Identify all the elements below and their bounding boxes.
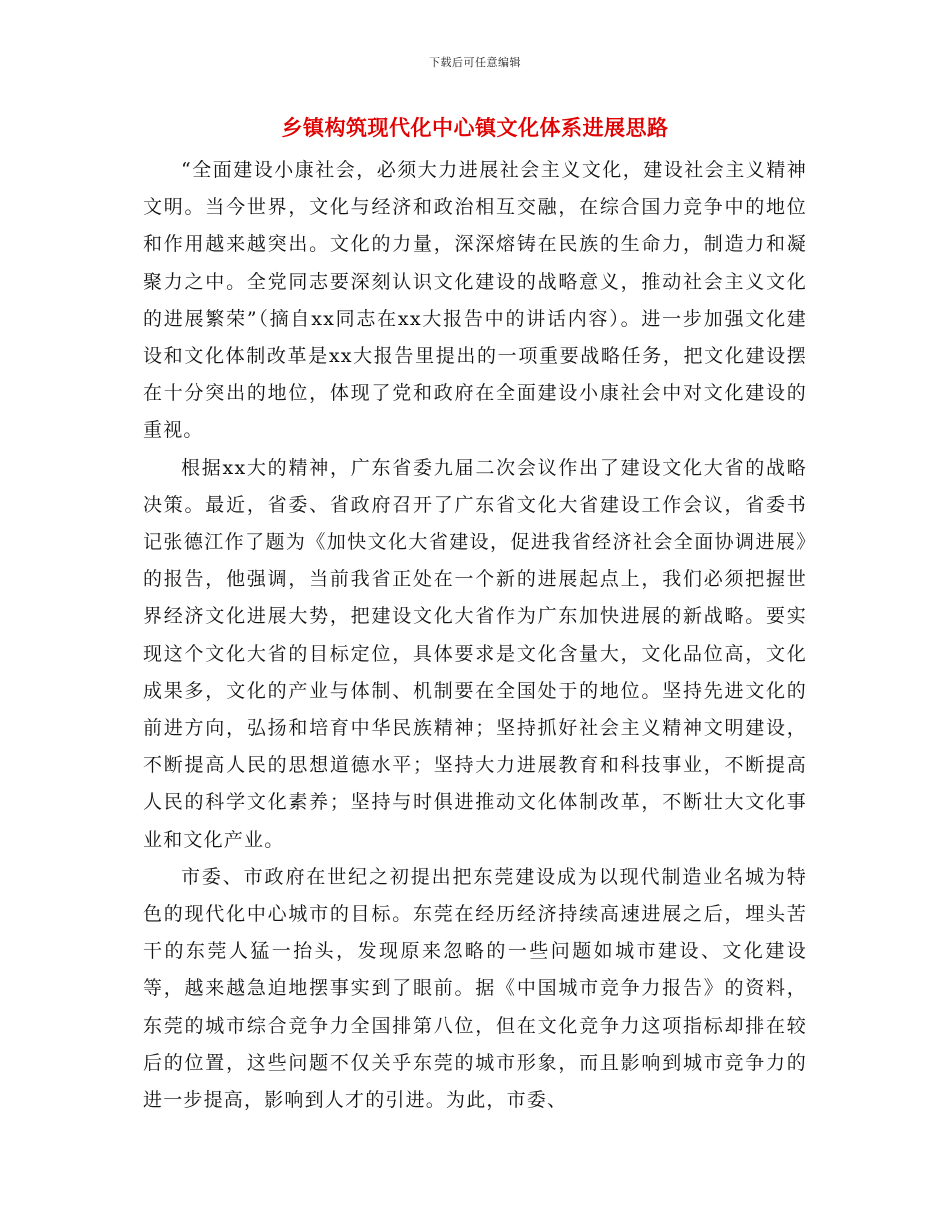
document-title: 乡镇构筑现代化中心镇文化体系进展思路 [281, 115, 669, 140]
document-body [143, 152, 807, 1119]
header-note: 下载后可任意编辑 [429, 56, 521, 69]
paragraph-2: 根据xx大的精神，广东省委九届二次会议作出了建设文化大省的战略决策。最近，省委、省政府召开了广东省文化大省建设工作会议，省委书记张德江作了题为《加快文化大省建设，促进我省经济社会全面协调进展》的报告，他强调，当前我省正处在一个新的进展起点上，我们必须把握世界经济文化进展大势，把建设文化大省作为广东加快进展的新战略。要实现这个文化大省的目标定位，具体要求是文化含量大，文化品位高，文化成果多，文化的产业与体制、机制要在全国处于的地位。坚持先进文化的前进方向，弘扬和培育中华民族精神；坚持抓好社会主义精神文明建设，不断提高人民的思想道德水平；坚持大力进展教育和科技事业，不断提高人民的科学文化素养；坚持与时俱进推动文化体制改革，不断壮大文化事业和文化产业。 [143, 456, 807, 851]
paragraph-1: “全面建设小康社会，必须大力进展社会主义文化，建设社会主义精神文明。当今世界，文化与经济和政治相互交融，在综合国力竞争中的地位和作用越来越突出。文化的力量，深深熔铸在民族的生命力，制造力和凝聚力之中。全党同志要深刻认识文化建设的战略意义，推动社会主义文化的进展繁荣”（摘自xx同志在xx大报告中的讲话内容）。进一步加强文化建设和文化体制改革是xx大报告里提出的一项重要战略任务，把文化建设摆在十分突出的地位，体现了党和政府在全面建设小康社会中对文化建设的重视。 [143, 159, 807, 442]
paragraph-3: 市委、市政府在世纪之初提出把东莞建设成为以现代制造业名城为特色的现代化中心城市的目标。东莞在经历经济持续高速进展之后，埋头苦干的东莞人猛一抬头，发现原来忽略的一些问题如城市建设、文化建设等，越来越急迫地摆事实到了眼前。据《中国城市竞争力报告》的资料，东莞的城市综合竞争力全国排第八位，但在文化竞争力这项指标却排在较后的位置，这些问题不仅关乎东莞的城市形象，而且影响到城市竞争力的进一步提高，影响到人才的引进。为此，市委、 [143, 865, 807, 1112]
